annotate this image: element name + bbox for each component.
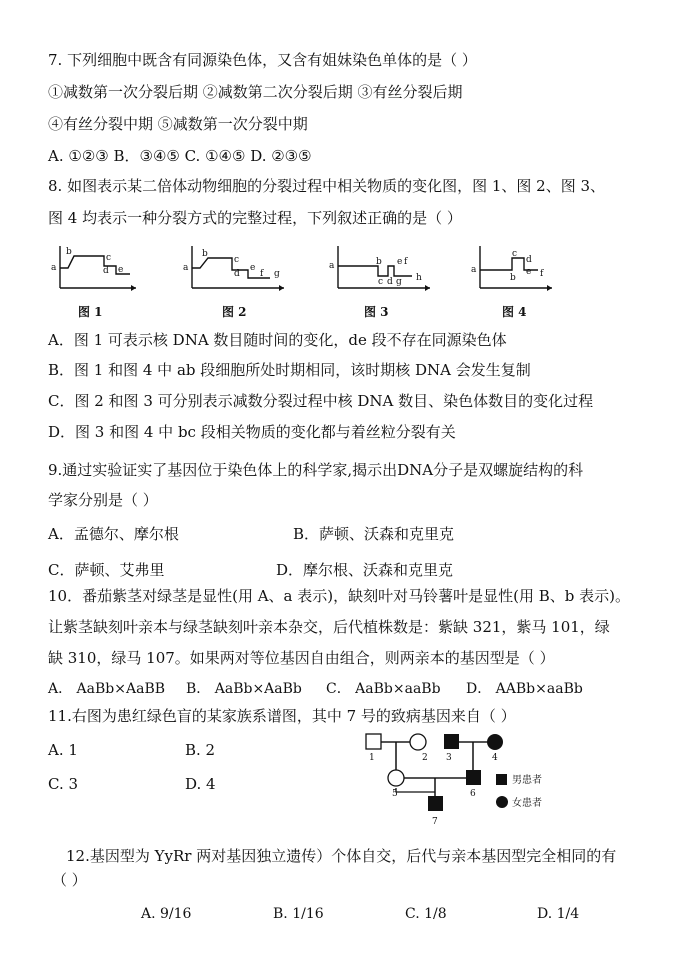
svg-text:c: c [234,255,240,265]
q8-stem-line1: 8. 如图表示某二倍体动物细胞的分裂过程中相关物质的变化图，图 1、图 2、图 3、 [48,177,606,195]
q8-figure-2 [178,240,288,296]
q12-option-d: D. 1/4 [537,906,580,922]
q9-option-b: B．萨顿、沃森和克里克 [293,525,455,543]
q9-stem-line1: 9.通过实验证实了基因位于染色体上的科学家,揭示出DNA分子是双螺旋结构的科 [48,461,584,479]
q12-option-b: B. 1/16 [273,906,324,922]
svg-text:g: g [396,277,402,287]
svg-text:e: e [250,263,256,273]
pedigree-label-5: 5 [392,789,398,799]
svg-text:e: e [397,257,403,267]
svg-text:d: d [526,255,532,265]
pedigree-label-1: 1 [369,753,375,763]
legend-male-symbol [496,774,507,785]
q9-stem-line2: 学家分别是（ ） [48,491,158,509]
q10-stem-line1: 10．番茄紫茎对绿茎是显性(用 A、a 表示)，缺刻叶对马铃薯叶是显性(用 B、b 表示)。 [48,587,630,605]
q7-answer-choices: A. ①②③ B．③④⑤ C. ①④⑤ D. ②③⑤ [48,147,312,165]
q8-figure-4 [466,240,556,296]
q10-stem-line2: 让紫茎缺刻叶亲本与绿茎缺刻叶亲本杂交，后代植株数是：紫缺 321，紫马 101，绿 [48,618,610,636]
svg-text:d: d [103,266,109,276]
q11-stem: 11.右图为患红绿色盲的某家族系谱图，其中 7 号的致病基因来自（ ） [48,707,516,725]
pedigree-label-6: 6 [470,789,476,799]
pedigree-label-3: 3 [446,753,452,763]
pedigree-chart [356,730,566,830]
q11-option-a: A. 1 [48,741,78,759]
q12-option-c: C. 1/8 [405,906,447,922]
svg-text:e: e [526,267,532,277]
q7-options-line2: ④有丝分裂中期 ⑤减数第一次分裂中期 [48,115,308,133]
svg-text:f: f [260,269,264,279]
q8-option-b: B．图 1 和图 4 中 ab 段细胞所处时期相同，该时期核 DNA 会发生复制 [48,361,531,379]
q8-option-a: A．图 1 可表示核 DNA 数目随时间的变化，de 段不存在同源染色体 [48,331,507,349]
q7-options-line1: ①减数第一次分裂后期 ②减数第二次分裂后期 ③有丝分裂后期 [48,83,463,101]
legend-female-label: 女患者 [512,798,542,809]
q11-option-d: D. 4 [185,775,216,793]
svg-text:b: b [376,257,382,267]
svg-text:b: b [202,249,208,259]
svg-text:d: d [387,277,393,287]
q9-option-d: D．摩尔根、沃森和克里克 [276,561,454,579]
q8-figure-3 [324,240,434,296]
q7-stem: 7. 下列细胞中既含有同源染色体，又含有姐妹染色单体的是（ ） [48,51,477,69]
q8-option-d: D．图 3 和图 4 中 bc 段相关物质的变化都与着丝粒分裂有关 [48,423,456,441]
pedigree-individual-7 [428,796,443,811]
svg-text:a: a [183,263,189,273]
legend-male-label: 男患者 [512,775,542,786]
q12-stem-line2: （ ） [52,871,87,889]
q10-stem-line3: 缺 310，绿马 107。如果两对等位基因自由组合，则两亲本的基因型是（ ） [48,649,555,667]
svg-text:f: f [404,257,408,267]
q8-caption-3: 图 3 [364,305,389,319]
q10-option-b: B． AaBb×AaBb [186,681,302,697]
q10-option-a: A． AaBb×AaBB [48,681,166,697]
svg-text:c: c [378,277,384,287]
pedigree-label-2: 2 [422,753,428,763]
q12-option-a: A. 9/16 [141,906,192,922]
pedigree-individual-5 [388,770,404,786]
q8-stem-line2: 图 4 均表示一种分裂方式的完整过程，下列叙述正确的是（ ） [48,209,462,227]
svg-text:b: b [66,247,72,257]
q8-figure-1 [46,240,142,296]
q11-option-c: C. 3 [48,775,79,793]
q12-stem-line1: 12.基因型为 YyRr 两对基因独立遗传）个体自交，后代与亲本基因型完全相同的有 [66,847,617,865]
svg-text:b: b [510,273,516,283]
q9-option-c: C．萨顿、艾弗里 [48,561,165,579]
pedigree-individual-3 [444,734,459,749]
q9-option-a: A．孟德尔、摩尔根 [48,525,179,543]
svg-text:f: f [540,269,544,279]
svg-text:c: c [106,253,112,263]
q8-caption-1: 图 1 [78,305,103,319]
svg-text:h: h [416,273,422,283]
svg-text:a: a [329,261,335,271]
pedigree-individual-6 [466,770,481,785]
pedigree-label-4: 4 [492,753,498,763]
pedigree-individual-1 [366,734,381,749]
svg-text:c: c [512,249,518,259]
svg-text:a: a [51,263,57,273]
legend-female-symbol [496,796,508,808]
q11-option-b: B. 2 [185,741,216,759]
q10-option-c: C． AaBb×aaBb [326,681,441,697]
q8-option-c: C．图 2 和图 3 可分别表示减数分裂过程中核 DNA 数目、染色体数目的变化过程 [48,392,594,410]
q10-option-d: D． AABb×aaBb [466,681,583,697]
pedigree-label-7: 7 [432,817,438,827]
svg-text:e: e [118,265,124,275]
svg-text:a: a [471,265,477,275]
svg-text:d: d [234,269,240,279]
pedigree-individual-4 [487,734,503,750]
svg-text:g: g [274,269,280,279]
q8-caption-2: 图 2 [222,305,247,319]
pedigree-individual-2 [410,734,426,750]
q8-caption-4: 图 4 [502,305,527,319]
